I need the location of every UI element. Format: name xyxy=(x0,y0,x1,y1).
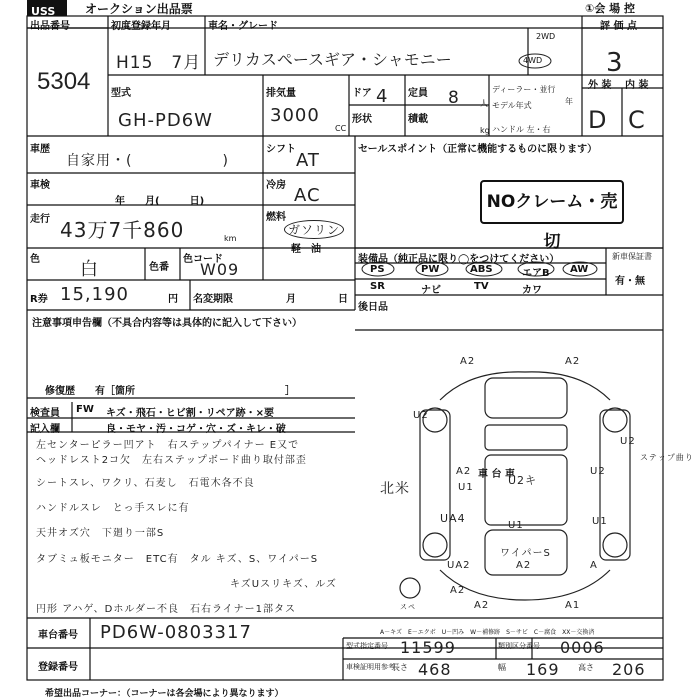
model-name-label: 車名・グレード xyxy=(208,21,278,32)
inspection-date: 年 月( 日) xyxy=(115,196,205,207)
doors-label: ドア xyxy=(352,88,372,99)
type-value: GH-PD6W xyxy=(118,110,213,131)
height-value: 206 xyxy=(612,660,646,679)
mark-5: A2 xyxy=(456,466,472,477)
venue-copy: ①会 場 控 xyxy=(585,2,635,15)
usage-label: 車歴 xyxy=(30,144,50,155)
class-no-value: 0006 xyxy=(560,638,605,657)
color-label: 色 xyxy=(30,254,40,265)
cert-label: 車検証明用参考 xyxy=(346,663,395,671)
name-change-label: 名変期限 xyxy=(193,294,233,305)
mark-19: スペ xyxy=(400,603,416,611)
color-code-value: W09 xyxy=(200,260,240,279)
mark-17: A2 xyxy=(474,600,490,611)
diagram-title: 車 台 車 xyxy=(478,469,515,480)
exterior-label: 外 装 xyxy=(588,80,612,91)
drive-2wd: 2WD xyxy=(536,32,556,41)
note-line-4: ハンドルスレ とっ手スレに有 xyxy=(36,503,190,514)
interior-grade: C xyxy=(628,106,646,134)
note-line-7: キズUスリキズ、ルズ xyxy=(230,579,337,590)
spec-no-label: 型式指定番号 xyxy=(346,642,388,650)
mark-16: A2 xyxy=(450,585,466,596)
exterior-grade: D xyxy=(588,106,608,134)
drive-4wd: 4WD xyxy=(523,56,543,65)
notes-label: 注意事項申告欄（不具合内容等は具体的に記入して下さい） xyxy=(32,318,302,329)
inspection-label: 車検 xyxy=(30,180,50,191)
height-label: 高さ xyxy=(578,663,594,672)
check-row2: 良・モヤ・汚・コゲ・穴・ズ・キレ・破 xyxy=(106,424,286,435)
check-row1: キズ・飛石・ヒビ割・リペア跡・×要 xyxy=(106,408,274,419)
logo: USS xyxy=(27,0,67,16)
mark-13: A2 xyxy=(516,560,532,571)
shift-label: シフト xyxy=(266,144,296,155)
note-line-3: シートスレ、ワクリ、石麦し 石電木各不良 xyxy=(36,478,255,489)
fuel-label: 燃料 xyxy=(266,212,286,223)
mark-7: U2キ xyxy=(508,474,538,487)
mark-2: A2 xyxy=(565,356,581,367)
mark-14: UA2 xyxy=(447,560,471,571)
equip-leather: カワ xyxy=(522,285,542,296)
type-label: 型式 xyxy=(111,88,131,99)
equip-abs: ABS xyxy=(470,264,493,275)
mark-21: 北米 xyxy=(380,481,410,497)
sheet-title: オークション出品票 xyxy=(85,2,193,16)
equip-aw: AW xyxy=(570,264,589,275)
length-label: 長さ xyxy=(392,663,408,672)
first-reg-value: H15 7月 xyxy=(116,53,202,73)
mark-18: A1 xyxy=(565,600,581,611)
inspector-label: 検査員 xyxy=(30,408,60,419)
km-unit: km xyxy=(224,234,237,243)
mileage-label: 走行 xyxy=(30,214,50,225)
recycle-value: 15,190 xyxy=(60,284,129,305)
aircon-value: AC xyxy=(294,185,321,206)
mark-3: U2 xyxy=(413,410,429,421)
yen-unit: 円 xyxy=(168,294,178,305)
note-line-5: 天井オズ穴 下廻り一部S xyxy=(36,528,165,539)
lot-no-value: 5304 xyxy=(37,68,91,95)
month-unit: 月 xyxy=(286,294,296,305)
shape-label: 形状 xyxy=(352,114,372,125)
equip-tv: TV xyxy=(474,281,489,292)
color-no-label: 色番 xyxy=(149,262,169,273)
mark-6: U1 xyxy=(458,482,474,493)
note-line-2: ヘッドレスト2コ欠 左右ステップボード曲り取付部歪 xyxy=(36,455,307,466)
fuel-diesel: 軽 油 xyxy=(291,244,321,255)
lot-no-label: 出品番号 xyxy=(30,21,70,32)
class-no-label: 類別区分番号 xyxy=(498,642,540,650)
color-value: 白 xyxy=(80,259,99,280)
fw-label: FW xyxy=(76,404,94,415)
note-line-8: 円形 アハゲ、Dホルダー不良 石右ライナー1部タス xyxy=(36,604,297,615)
mark-4: U2 xyxy=(620,436,636,447)
reg-no-label: 登録番号 xyxy=(38,662,78,673)
year-suffix: 年 xyxy=(565,97,573,106)
aircon-label: 冷房 xyxy=(266,180,286,191)
capacity-label: 定員 xyxy=(408,88,428,99)
equipment-label: 装備品（純正品に限り◯をつけてください） xyxy=(358,254,560,265)
mark-8: U2 xyxy=(590,466,606,477)
mark-11: U1 xyxy=(508,520,524,531)
color-code-label: 色コード xyxy=(183,254,223,265)
score-label: 評 価 点 xyxy=(600,21,637,32)
chassis-no-label: 車台番号 xyxy=(38,630,78,641)
spec-no-value: 11599 xyxy=(400,638,456,657)
dealer-label: ディーラー・並行 xyxy=(492,85,556,94)
mark-15: A xyxy=(590,560,598,571)
mark-9: U1 xyxy=(592,516,608,527)
day-unit: 日 xyxy=(338,294,348,305)
score-value: 3 xyxy=(606,48,624,78)
mark-1: A2 xyxy=(460,356,476,367)
note-line-6: タブミュ板モニター ETC有 タル キズ、S、ワイパーS xyxy=(36,554,319,565)
mark-12: ワイパーS xyxy=(500,548,551,559)
rear-seat-label: 後日品 xyxy=(358,302,388,313)
shift-value: AT xyxy=(296,150,320,171)
equip-sr: SR xyxy=(370,281,385,292)
equip-ps: PS xyxy=(370,264,385,275)
note-line-1: 左センターピラー凹アト 右ステップパイナー E又で xyxy=(36,440,300,451)
kg-unit: kg xyxy=(480,126,490,135)
recorder-label: 記入欄 xyxy=(30,424,60,435)
width-label: 幅 xyxy=(498,663,506,672)
footer-note: 希望出品コーナー：（コーナーは各会場により異なります） xyxy=(45,689,284,699)
recycle-label: R券 xyxy=(30,294,48,305)
handle-label: ハンドル 左・右 xyxy=(492,125,551,134)
warranty-label: 新車保証書 xyxy=(612,252,652,261)
mark-10: UA4 xyxy=(440,512,466,525)
usage-value: 自家用・( ) xyxy=(66,153,229,169)
cc-unit: CC xyxy=(335,124,347,133)
mark-20: ステップ曲り xyxy=(640,453,694,462)
chassis-no-value: PD6W-0803317 xyxy=(100,622,252,643)
fuel-gas: ガソリン xyxy=(284,220,344,239)
repair-label: 修復歴 有［箇所 ］ xyxy=(45,386,295,397)
interior-label: 内 装 xyxy=(625,80,649,91)
model-name-value: デリカスペースギア・シャモニー xyxy=(213,50,452,69)
person-unit: 人 xyxy=(480,99,488,108)
first-reg-label: 初度登録年月 xyxy=(111,21,171,32)
no-claim-text: NOクレーム・売切 xyxy=(486,192,618,252)
equip-airbag: エアB xyxy=(522,268,550,279)
model-year-label: モデル年式 xyxy=(492,101,532,110)
length-value: 468 xyxy=(418,660,452,679)
capacity-value: 8 xyxy=(448,88,460,108)
displacement-value: 3000 xyxy=(270,105,320,126)
damage-legend: A－キズ E－エクボ U－凹み W－補修跡 S－サビ C－腐食 XX－交換済 xyxy=(380,629,595,636)
sales-point-label: セールスポイント（正常に機能するものに限ります） xyxy=(358,144,598,155)
displacement-label: 排気量 xyxy=(266,88,296,99)
doors-value: 4 xyxy=(376,86,389,107)
mileage-value: 43万7千860 xyxy=(60,218,185,242)
equip-pw: PW xyxy=(421,264,440,275)
load-label: 積載 xyxy=(408,114,428,125)
warranty-options: 有・無 xyxy=(615,276,645,287)
equip-navi: ナビ xyxy=(421,285,441,296)
no-claim-box xyxy=(480,180,624,252)
width-value: 169 xyxy=(526,660,560,679)
